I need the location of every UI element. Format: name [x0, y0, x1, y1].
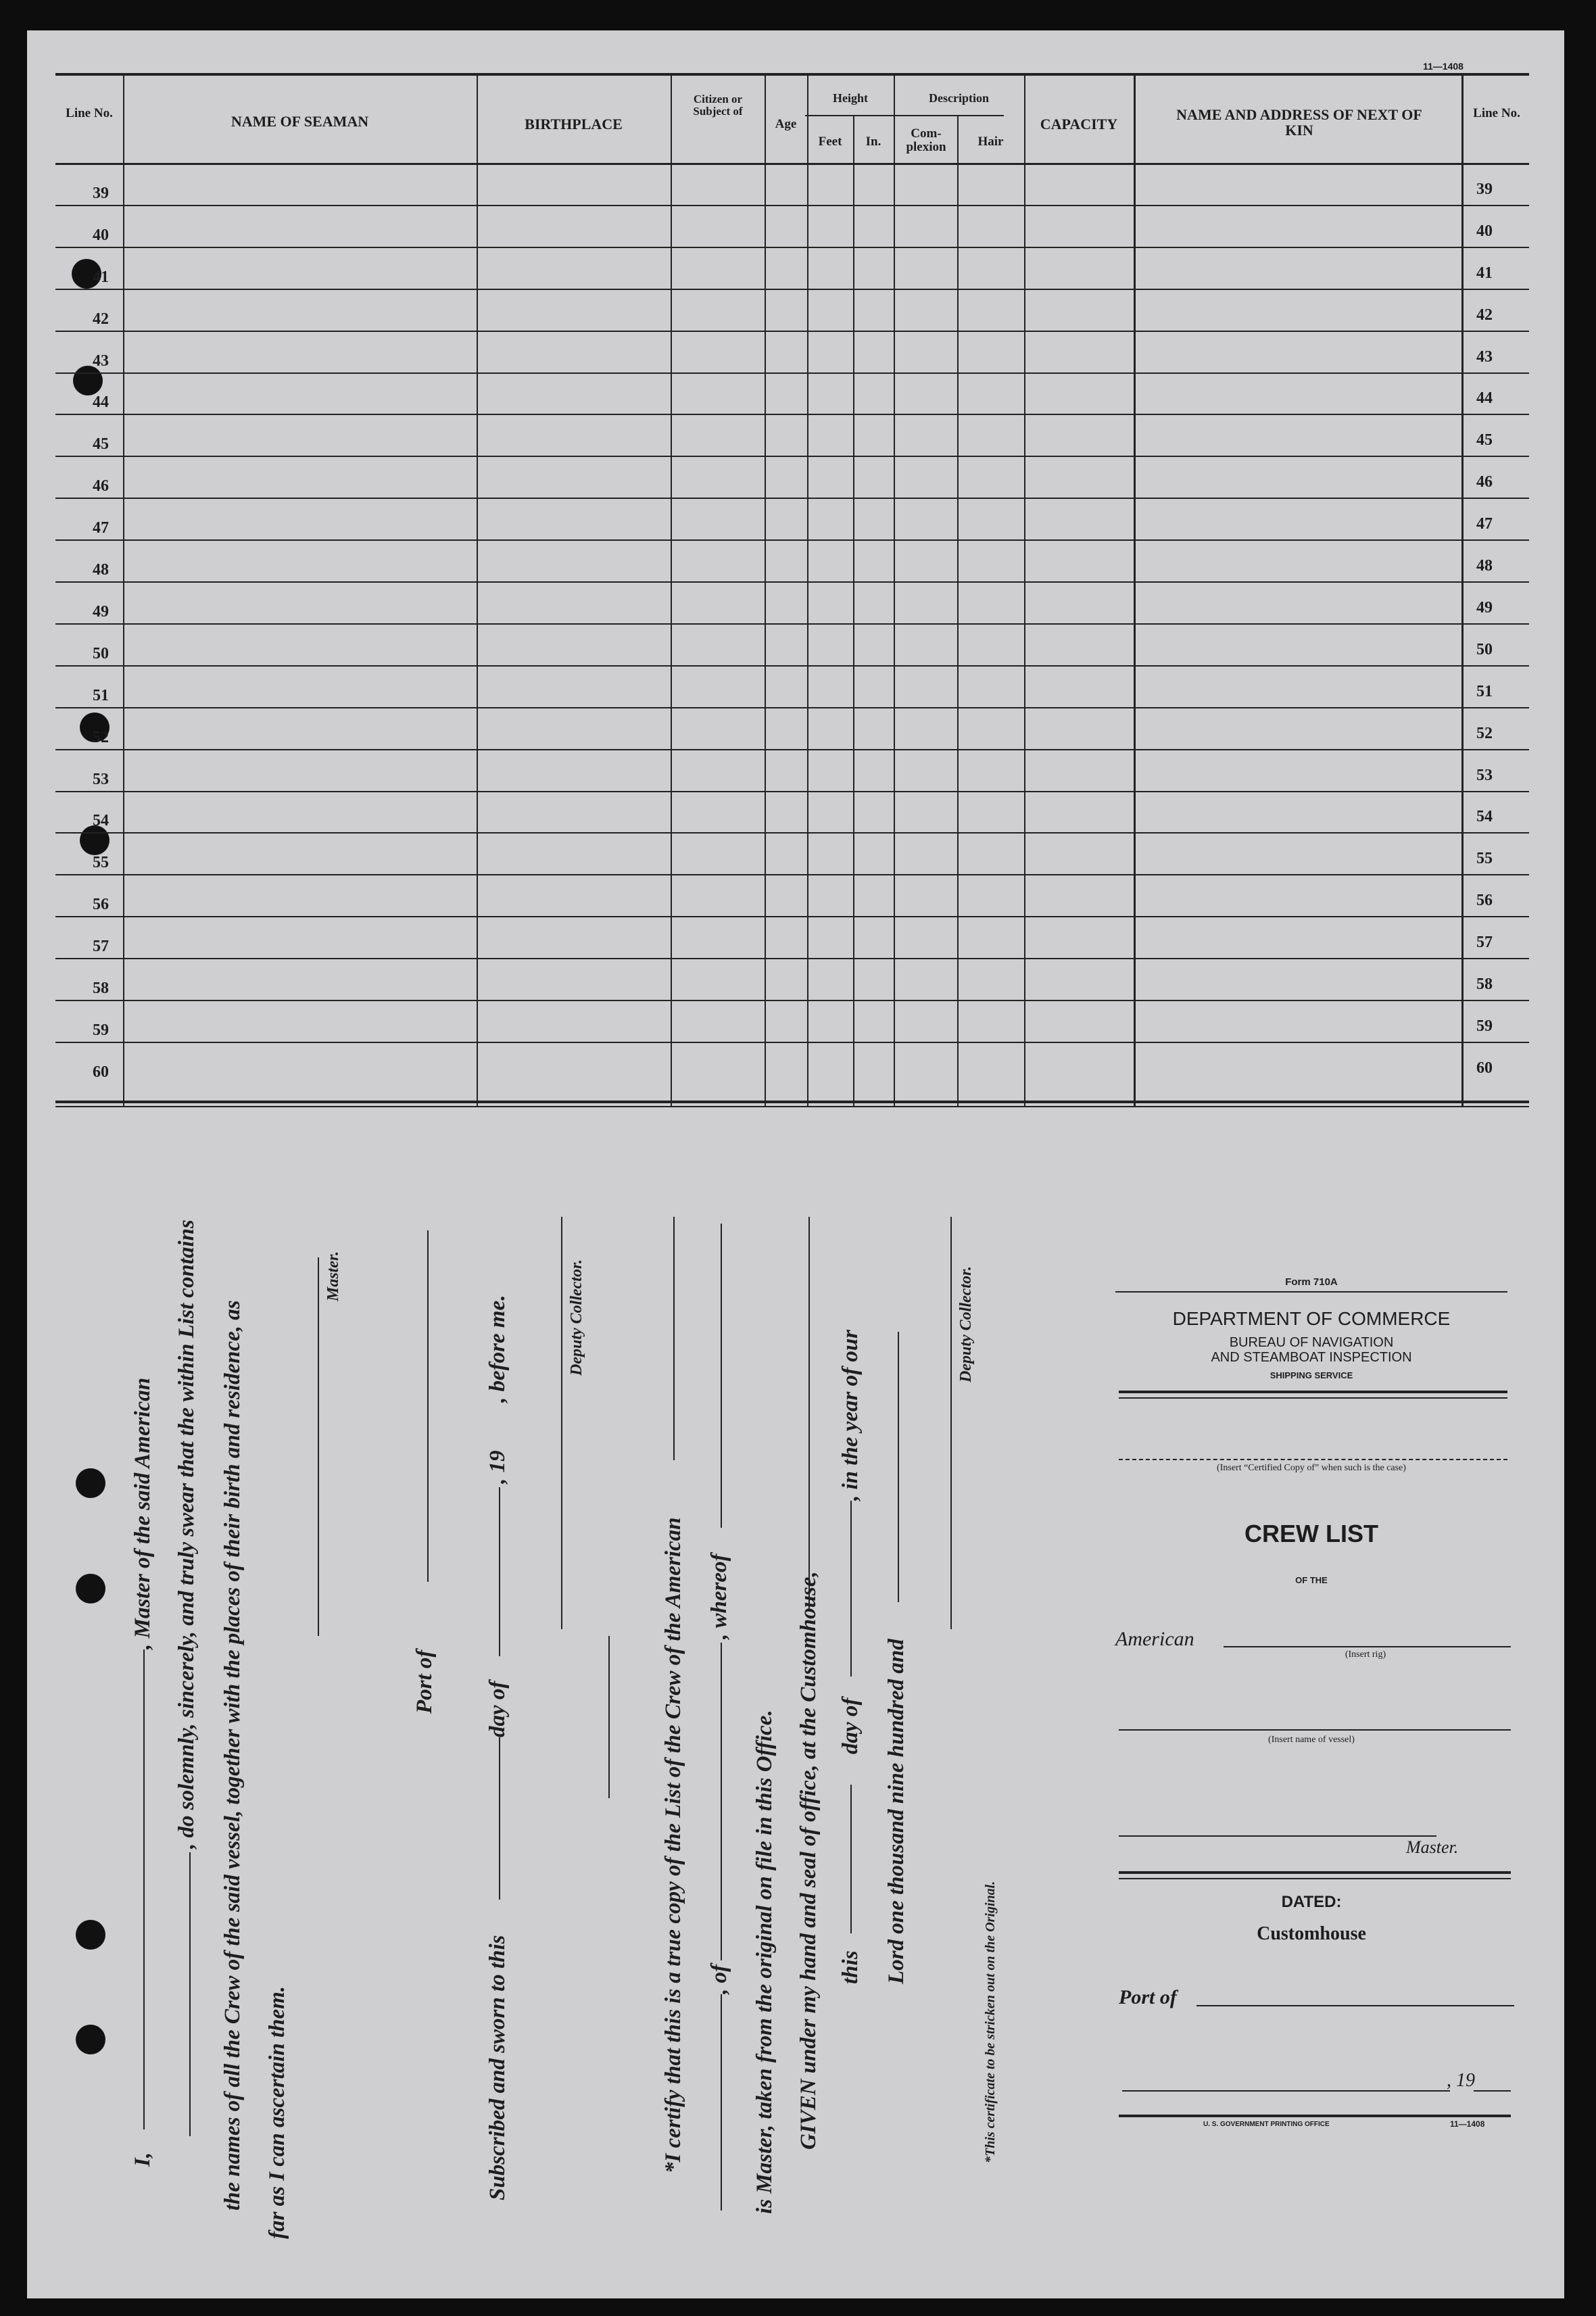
table-row-number: 46 — [93, 477, 109, 496]
table-row-line — [55, 665, 1529, 667]
table-row-number: 49 — [93, 602, 109, 621]
certify-is-master: is Master, taken from the original on file in this Office. — [752, 1710, 777, 2214]
oath-names-of-crew: the names of all the Crew of the said vessel, together with the places of their birth and residence, as — [220, 1300, 245, 2211]
crew-list-title: CREW LIST — [1244, 1520, 1378, 1547]
table-row-number: 42 — [93, 310, 109, 328]
form-number: Form 710A — [1285, 1276, 1338, 1288]
certify-whereof: , whereof — [707, 1553, 731, 1639]
table-row-number: 50 — [93, 644, 109, 662]
table-row-line — [55, 372, 1529, 374]
table-row-number: 51 — [93, 686, 109, 704]
insert-rig-note: (Insert rig) — [1345, 1649, 1386, 1660]
header-line-no: Line No. — [66, 106, 113, 120]
table-row-number: 54 — [93, 812, 109, 830]
table-row-number-right: 43 — [1476, 347, 1493, 366]
header-inches: In. — [865, 135, 881, 149]
table-row-number-right: 53 — [1476, 766, 1493, 784]
table-row-number-right: 40 — [1476, 222, 1493, 240]
table-row-line — [55, 581, 1529, 583]
oath-i: I, — [130, 2152, 155, 2167]
table-row-number: 55 — [93, 854, 109, 872]
table-row-number: 57 — [93, 938, 109, 956]
certify-year-of-our: , in the year of our — [838, 1329, 863, 1501]
certify-true-copy: *I certify that this is a true copy of the List of the Crew of the American — [661, 1517, 685, 2173]
table-row-number-right: 58 — [1476, 975, 1493, 993]
certify-given: GIVEN under my hand and seal of office, at the Customhouse, — [796, 1571, 821, 2150]
header-next-of-kin: NAME AND ADDRESS OF NEXT OF KIN — [1176, 106, 1422, 139]
port-of-label: Port of — [1119, 1986, 1177, 2008]
bureau-line-2: AND STEAMBOAT INSPECTION — [1211, 1350, 1412, 1365]
certify-of: , of — [707, 1964, 731, 1994]
table-row-number: 40 — [93, 226, 109, 244]
master-label: Master. — [1406, 1837, 1459, 1857]
table-row-number-right: 55 — [1476, 850, 1493, 868]
table-row-number-right: 48 — [1476, 557, 1493, 575]
header-age: Age — [775, 117, 797, 131]
table-row-line — [55, 1042, 1529, 1043]
table-row-number-right: 56 — [1476, 892, 1493, 910]
oath-year-19: , 19 — [485, 1450, 510, 1484]
header-height: Height — [833, 91, 868, 105]
oath-as-far-as: far as I can ascertain them. — [265, 1985, 289, 2239]
header-description: Description — [929, 91, 989, 105]
table-row-number: 39 — [93, 184, 109, 202]
table-row-line — [55, 414, 1529, 415]
table-row-line — [55, 749, 1529, 750]
table-row-line — [55, 498, 1529, 499]
table-row-number-right: 59 — [1476, 1017, 1493, 1035]
table-row-number: 52 — [93, 728, 109, 746]
certify-this: this — [838, 1950, 863, 1984]
table-row-number: 41 — [93, 268, 109, 286]
oath-before-me: , before me. — [485, 1295, 510, 1403]
insert-vessel-note: (Insert name of vessel) — [1268, 1735, 1355, 1745]
header-capacity: CAPACITY — [1040, 116, 1118, 132]
punch-hole — [76, 1920, 105, 1950]
table-row-number-right: 52 — [1476, 724, 1493, 742]
table-row-number: 45 — [93, 435, 109, 454]
table-row-number: 59 — [93, 1021, 109, 1039]
table-row-number: 56 — [93, 896, 109, 914]
table-row-line — [55, 916, 1529, 917]
table-row-number-right: 60 — [1476, 1059, 1493, 1077]
punch-hole — [76, 1574, 105, 1603]
table-row-number-right: 54 — [1476, 808, 1493, 826]
table-row-line — [55, 1000, 1529, 1001]
customhouse-label: Customhouse — [1257, 1923, 1366, 1944]
table-row-line — [55, 623, 1529, 625]
certificate-footnote: *This certificate to be stricken out on the Original. — [983, 1881, 998, 2163]
table-row-number-right: 57 — [1476, 934, 1493, 952]
table-row-line — [55, 205, 1529, 206]
dated-label: DATED: — [1281, 1893, 1342, 1911]
table-row-line — [55, 958, 1529, 959]
table-row-line — [55, 791, 1529, 792]
certify-lord: Lord one thousand nine hundred and — [884, 1639, 909, 1984]
table-row-number: 48 — [93, 561, 109, 579]
header-citizen: Citizen or Subject of — [693, 93, 743, 118]
header-line-no-right: Line No. — [1473, 106, 1520, 120]
oath-master-of-american: , Master of the said American — [130, 1377, 155, 1649]
american-label: American — [1115, 1628, 1194, 1650]
deputy-collector-2: Deputy Collector. — [957, 1266, 975, 1382]
table-row-number-right: 46 — [1476, 473, 1493, 491]
table-row-line — [55, 456, 1529, 457]
oath-do-solemnly: , do solemnly, sincerely, and truly swear that the within List contains — [174, 1220, 199, 1849]
header-feet: Feet — [818, 135, 842, 149]
crew-table — [55, 73, 1529, 1107]
table-row-number-right: 39 — [1476, 180, 1493, 198]
table-row-number-right: 51 — [1476, 682, 1493, 700]
bureau-line-1: BUREAU OF NAVIGATION — [1229, 1335, 1394, 1350]
table-row-number-right: 41 — [1476, 264, 1493, 282]
table-row-line — [55, 832, 1529, 834]
oath-port-of: Port of — [412, 1649, 437, 1714]
certify-day-of: day of — [838, 1697, 863, 1754]
table-row-line — [55, 874, 1529, 875]
of-the: OF THE — [1295, 1575, 1328, 1585]
table-row-number-right: 47 — [1476, 515, 1493, 533]
table-row-number-right: 44 — [1476, 389, 1493, 408]
header-birthplace: BIRTHPLACE — [525, 116, 623, 132]
oath-day-of: day of — [485, 1681, 510, 1737]
department-of-commerce: DEPARTMENT OF COMMERCE — [1172, 1308, 1451, 1329]
table-row-number: 60 — [93, 1063, 109, 1081]
table-row-number: 58 — [93, 980, 109, 997]
table-row-number-right: 45 — [1476, 431, 1493, 450]
punch-hole — [76, 1468, 105, 1498]
table-row-line — [55, 289, 1529, 290]
insert-certified-copy-note: (Insert “Certified Copy of” when such is the case) — [1217, 1463, 1406, 1473]
shipping-service: SHIPPING SERVICE — [1269, 1370, 1353, 1380]
table-row-number-right: 42 — [1476, 306, 1493, 324]
punch-hole — [76, 2025, 105, 2054]
year-label: , 19 — [1447, 2070, 1475, 2091]
table-row-number: 43 — [93, 352, 109, 370]
table-row-line — [55, 331, 1529, 332]
printer-code: 11—1408 — [1450, 2119, 1485, 2129]
oath-subscribed: Subscribed and sworn to this — [485, 1935, 510, 2200]
table-row-number: 47 — [93, 519, 109, 537]
header-hair: Hair — [977, 135, 1004, 149]
printer-imprint: U. S. GOVERNMENT PRINTING OFFICE — [1203, 2121, 1330, 2128]
table-row-line — [55, 707, 1529, 708]
header-complexion: Com-plexion — [906, 126, 946, 154]
table-row-line — [55, 247, 1529, 248]
table-row-number: 53 — [93, 770, 109, 788]
table-row-number: 44 — [93, 393, 109, 412]
oath-master-signature: Master. — [324, 1251, 342, 1301]
deputy-collector-1: Deputy Collector. — [568, 1259, 585, 1376]
form-code-top: 11—1408 — [1423, 61, 1464, 72]
header-name-of-seaman: NAME OF SEAMAN — [231, 113, 369, 130]
table-row-number-right: 49 — [1476, 598, 1493, 617]
table-row-line — [55, 539, 1529, 541]
table-row-number-right: 50 — [1476, 640, 1493, 658]
